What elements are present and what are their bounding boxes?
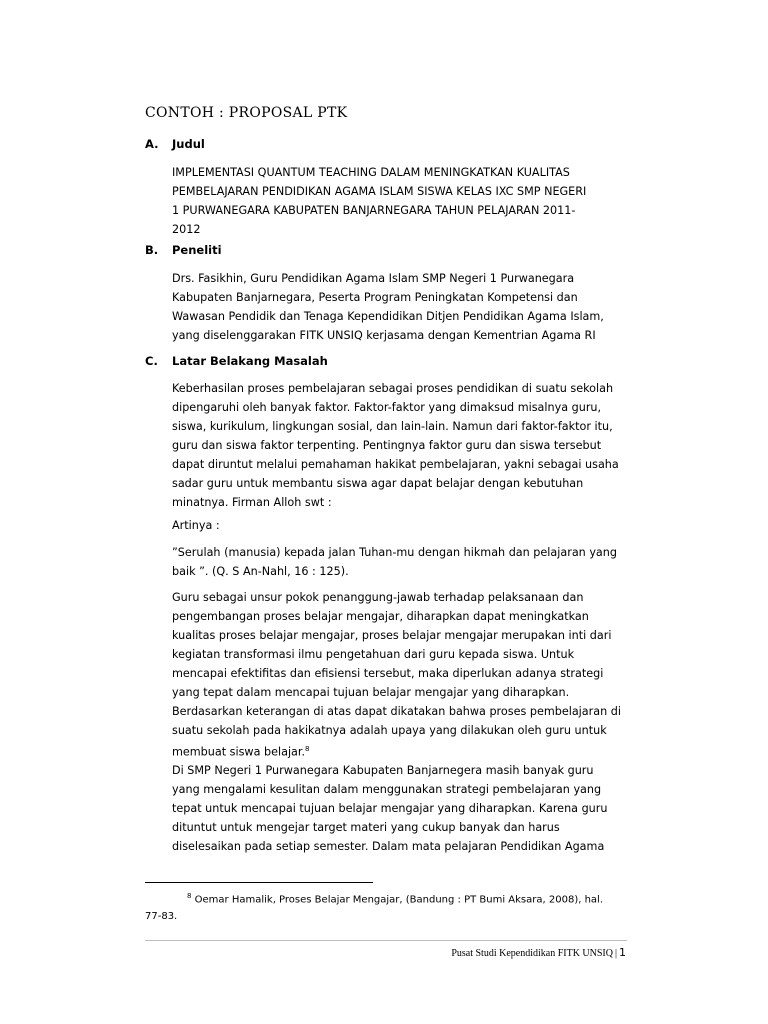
text-line: PEMBELAJARAN PENDIDIKAN AGAMA ISLAM SISWA KELAS IXC SMP NEGERI	[172, 185, 587, 198]
text-line: 1 PURWANEGARA KABUPATEN BANJARNEGARA TAHUN PELAJARAN 2011-	[172, 204, 576, 217]
text-line: dipengaruhi oleh banyak faktor. Faktor-faktor yang dimaksud misalnya guru,	[172, 401, 602, 414]
footnote-separator	[145, 882, 373, 883]
text-line: pengembangan proses belajar mengajar, diharapkan dapat meningkatkan	[172, 610, 589, 623]
text-line: Berdasarkan keterangan di atas dapat dikatakan bahwa proses pembelajaran di	[172, 705, 621, 718]
text-line: minatnya. Firman Alloh swt :	[172, 496, 332, 509]
text-line: yang tepat dalam mencapai tujuan belajar mengajar yang diharapkan.	[172, 686, 570, 699]
text-line: Wawasan Pendidik dan Tenaga Kependidikan Ditjen Pendidikan Agama Islam,	[172, 310, 604, 323]
text-line: dapat diruntut melalui pemahaman hakikat pembelajaran, yakni sebagai usaha	[172, 458, 619, 471]
text-line: suatu sekolah pada hakikatnya adalah upaya yang dilakukan oleh guru untuk	[172, 724, 607, 737]
text-line: kualitas proses belajar mengajar, proses belajar mengajar merupakan inti dari	[172, 629, 612, 642]
section-b-body	[172, 269, 626, 345]
footnote-text-cont: 77-83.	[145, 911, 178, 923]
text-line: Drs. Fasikhin, Guru Pendidikan Agama Islam SMP Negeri 1 Purwanegara	[172, 272, 575, 285]
text-line: guru dan siswa faktor terpenting. Pentingnya faktor guru dan siswa tersebut	[172, 439, 602, 452]
text-line	[172, 740, 626, 762]
section-a-body	[172, 163, 626, 239]
paragraph	[172, 761, 626, 856]
page-footer	[451, 946, 626, 959]
text-line: dituntut untuk mengejar target materi yang cukup banyak dan harus	[172, 821, 560, 834]
footer-separator: |	[614, 948, 617, 959]
paragraph	[172, 516, 626, 535]
section-a-letter: A.	[145, 137, 159, 151]
text-line: tepat untuk mencapai tujuan belajar mengajar yang diharapkan. Karena guru	[172, 802, 608, 815]
text-line: ”Serulah (manusia) kepada jalan Tuhan-mu dengan hikmah dan pelajaran yang	[172, 546, 617, 559]
text-line: Guru sebagai unsur pokok penanggung-jawab terhadap pelaksanaan dan	[172, 591, 584, 604]
text-line: Di SMP Negeri 1 Purwanegara Kabupaten Banjarnegera masih banyak guru	[172, 764, 594, 777]
text-line: diselesaikan pada setiap semester. Dalam mata pelajaran Pendidikan Agama	[172, 840, 605, 853]
footer-text: Pusat Studi Kependidikan FITK UNSIQ	[451, 948, 613, 959]
text-line: mencapai efektifitas dan efisiensi tersebut, maka diperlukan adanya strategi	[172, 667, 604, 680]
text-line: yang mengalami kesulitan dalam menggunakan strategi pembelajaran yang	[172, 783, 602, 796]
section-c-heading: Latar Belakang Masalah	[172, 354, 328, 368]
text-line: baik ”. (Q. S An-Nahl, 16 : 125).	[172, 565, 349, 578]
section-b-heading: Peneliti	[172, 243, 222, 257]
footnote	[145, 888, 625, 925]
text-line-content: membuat siswa belajar.	[172, 745, 306, 759]
section-a-heading: Judul	[172, 137, 205, 151]
text-line: Artinya :	[172, 519, 220, 532]
section-b-letter: B.	[145, 243, 159, 257]
text-line: kegiatan transformasi ilmu pengetahuan dari guru kepada siswa. Untuk	[172, 648, 575, 661]
footer-rule	[145, 940, 627, 941]
footnote-ref: 8	[305, 745, 310, 753]
text-line: siswa, kurikulum, lingkungan sosial, dan lain-lain. Namun dari faktor-faktor itu,	[172, 420, 613, 433]
section-c-letter: C.	[145, 354, 158, 368]
paragraph	[172, 379, 626, 512]
page-number: 1	[619, 946, 626, 959]
text-line: yang diselenggarakan FITK UNSIQ kerjasama dengan Kementrian Agama RI	[172, 329, 596, 342]
footnote-text: Oemar Hamalik, Proses Belajar Mengajar, (Bandung : PT Bumi Aksara, 2008), hal.	[194, 894, 603, 906]
paragraph	[172, 588, 626, 762]
text-line: Keberhasilan proses pembelajaran sebagai proses pendidikan di suatu sekolah	[172, 382, 614, 395]
text-line: Kabupaten Banjarnegara, Peserta Program Peningkatan Kompetensi dan	[172, 291, 578, 304]
text-line: 2012	[172, 223, 201, 236]
page-title: CONTOH : PROPOSAL PTK	[145, 105, 348, 121]
text-line: IMPLEMENTASI QUANTUM TEACHING DALAM MENINGKATKAN KUALITAS	[172, 166, 570, 179]
footnote-mark: 8	[187, 892, 192, 900]
text-line: sadar guru untuk membantu siswa agar dapat belajar dengan kebutuhan	[172, 477, 584, 490]
quote-paragraph	[172, 543, 626, 581]
